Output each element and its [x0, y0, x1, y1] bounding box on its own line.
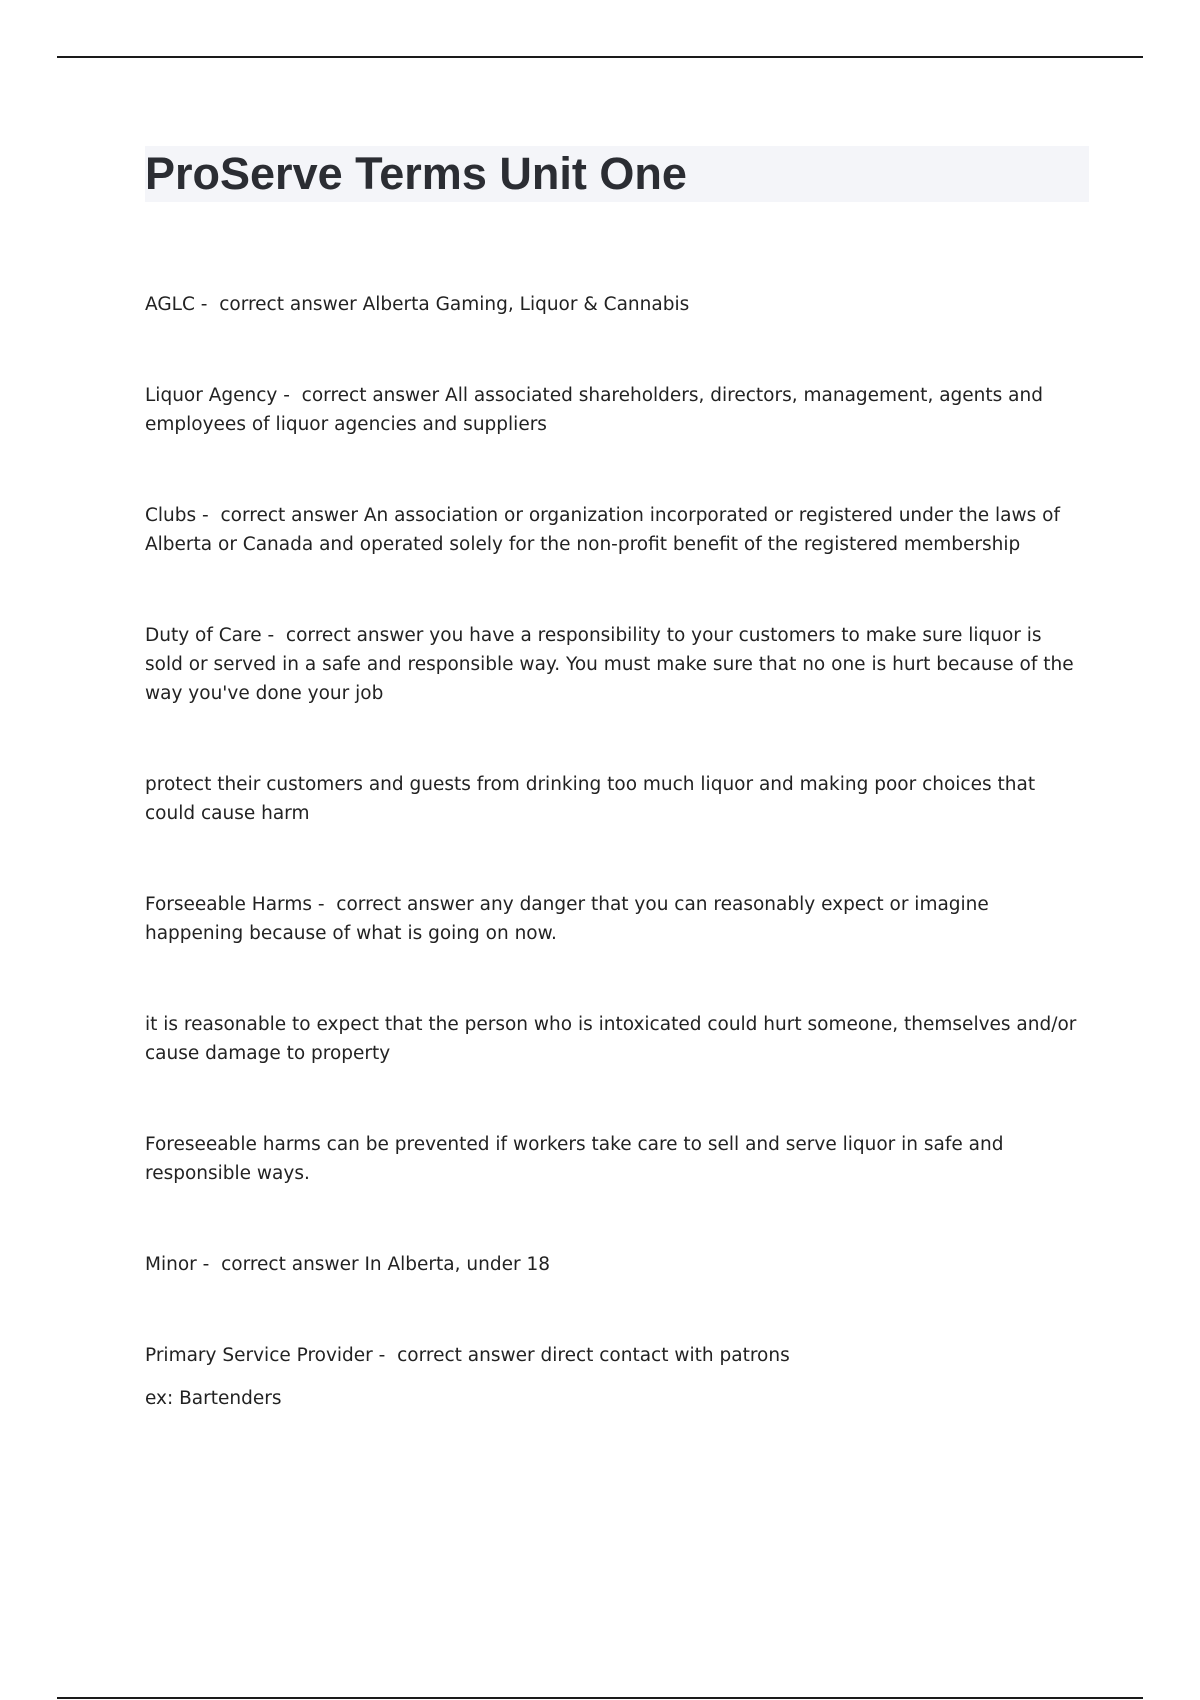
- term-entry-liquor-agency: [145, 381, 1085, 439]
- bottom-rule: [57, 1697, 1143, 1699]
- term-entry-duty-of-care: [145, 621, 1085, 708]
- term-definition: All associated shareholders, directors, management, agents and employees of liquor agencies and suppliers: [145, 385, 1043, 435]
- term-definition: In Alberta, under 18: [364, 1254, 550, 1275]
- term-entry-aglc: [145, 290, 1085, 319]
- term-definition: Alberta Gaming, Liquor & Cannabis: [362, 294, 690, 315]
- term-entry-clubs: [145, 501, 1085, 559]
- terms-list: [145, 290, 1085, 1475]
- note-paragraph: Foreseeable harms can be prevented if workers take care to sell and serve liquor in safe and responsible ways.: [145, 1134, 1004, 1184]
- term-definition: An association or organization incorporated or registered under the laws of Alberta or Canada and operated solely for the non-profit benefit of the registered membership: [145, 505, 1060, 555]
- term-definition: direct contact with patrons: [540, 1345, 790, 1366]
- document-title: ProServe Terms Unit One: [145, 148, 687, 199]
- term-entry-minor: [145, 1250, 1085, 1279]
- note-paragraph: it is reasonable to expect that the person who is intoxicated could hurt someone, themselves and/or cause damage to property: [145, 1014, 1077, 1064]
- term-definition: you have a responsibility to your customers to make sure liquor is sold or served in a safe and responsible way. You must make sure that no one is hurt because of the way you've done your job: [145, 625, 1074, 704]
- term-definition: any danger that you can reasonably expect or imagine happening because of what is going on now.: [145, 894, 989, 944]
- term-label: AGLC: [145, 294, 195, 315]
- top-rule: [57, 56, 1143, 58]
- term-separator: - correct answer: [372, 1345, 541, 1366]
- term-separator: - correct answer: [277, 385, 446, 406]
- term-separator: - correct answer: [196, 505, 364, 526]
- term-label: Duty of Care: [145, 625, 262, 646]
- term-entry-forseeable-harms: [145, 890, 1085, 948]
- term-label: Primary Service Provider: [145, 1345, 373, 1366]
- term-label: Clubs: [145, 505, 197, 526]
- term-label: Forseeable Harms: [145, 894, 312, 915]
- note-paragraph: protect their customers and guests from drinking too much liquor and making poor choices that could cause harm: [145, 774, 1036, 824]
- term-separator: - correct answer: [261, 625, 430, 646]
- term-separator: - correct answer: [196, 1254, 365, 1275]
- term-entry-primary-service-provider: [145, 1341, 1085, 1370]
- term-label: Minor: [145, 1254, 197, 1275]
- example-paragraph: ex: Bartenders: [145, 1388, 282, 1409]
- term-separator: - correct answer: [311, 894, 480, 915]
- term-separator: - correct answer: [194, 294, 363, 315]
- term-label: Liquor Agency: [145, 385, 278, 406]
